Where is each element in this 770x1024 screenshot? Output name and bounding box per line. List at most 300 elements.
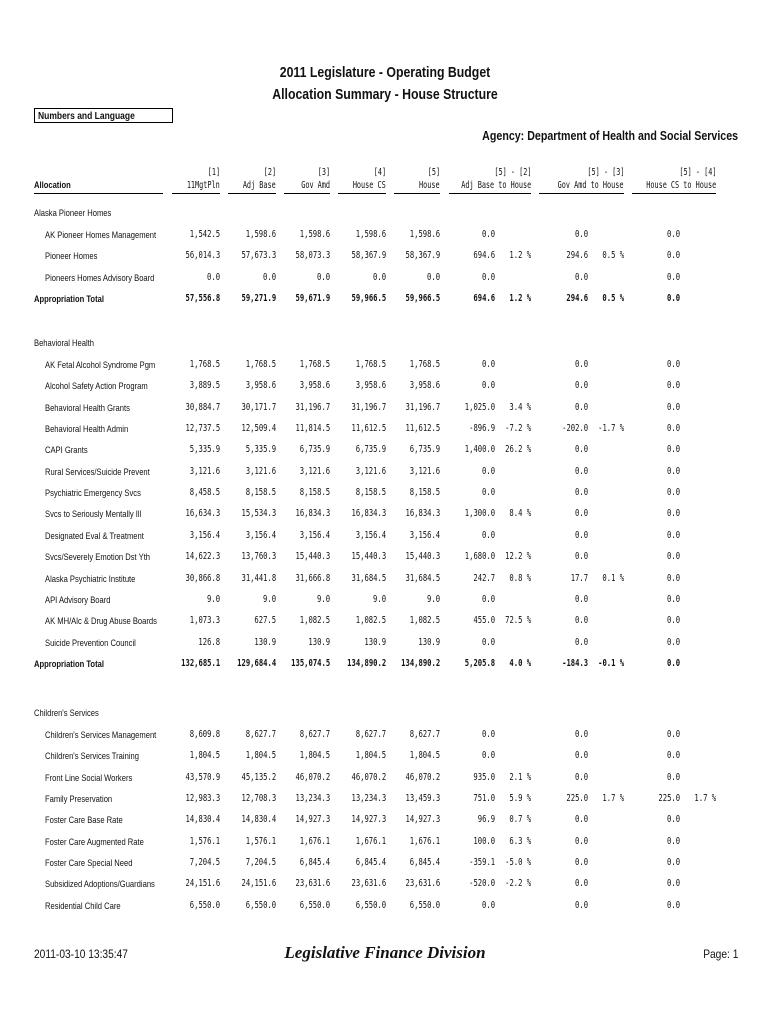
total-value-6: 694.6 (473, 293, 495, 305)
cell-value-2: 3,156.4 (245, 529, 276, 541)
cell-value-7: -2.2 % (504, 878, 531, 890)
cell-value-6: 0.0 (481, 380, 495, 392)
cell-value-2: 14,830.4 (241, 814, 276, 826)
total-value-8: 294.6 (566, 293, 588, 305)
cell-value-8: 0.0 (574, 380, 588, 392)
cell-value-4: 31,684.5 (351, 572, 386, 584)
cell-value-3: 8,158.5 (299, 487, 330, 499)
cell-value-6: 1,025.0 (464, 401, 495, 413)
cell-value-8: 0.0 (574, 750, 588, 762)
cell-value-5: 0.0 (426, 271, 440, 283)
footer-page: Page: 1 (702, 947, 738, 961)
cell-value-8: 225.0 (566, 793, 588, 805)
cell-value-5: 1,082.5 (409, 615, 440, 627)
total-value-3: 135,074.5 (290, 657, 330, 669)
section-heading: Alaska Pioneer Homes (34, 208, 112, 219)
allocation-label: Residential Child Care (45, 900, 121, 912)
allocation-label: Foster Care Special Need (45, 858, 133, 870)
cell-value-6: 0.0 (481, 359, 495, 370)
cell-value-2: 1,576.1 (245, 835, 276, 847)
cell-value-10: 0.0 (666, 814, 680, 826)
cell-value-3: 16,834.3 (295, 508, 330, 520)
total-value-7: 1.2 % (509, 293, 531, 305)
column-header-4-line2: House CS (353, 180, 386, 191)
allocation-label: Pioneers Homes Advisory Board (45, 272, 155, 284)
cell-value-1: 3,156.4 (189, 529, 220, 541)
cell-value-3: 1,598.6 (299, 229, 330, 240)
cell-value-2: 45,135.2 (241, 771, 276, 783)
cell-value-8: 0.0 (574, 636, 588, 648)
cell-value-3: 46,070.2 (295, 771, 330, 783)
cell-value-2: 3,958.6 (245, 380, 276, 392)
cell-value-6: 0.0 (481, 229, 495, 240)
cell-value-5: 13,459.3 (405, 793, 440, 805)
total-value-9: 0.5 % (602, 293, 624, 305)
cell-value-3: 3,958.6 (299, 380, 330, 392)
cell-value-10: 0.0 (666, 359, 680, 370)
cell-value-4: 1,804.5 (355, 750, 386, 762)
cell-value-10: 0.0 (666, 250, 680, 262)
allocation-label: Front Line Social Workers (45, 772, 133, 784)
cell-value-4: 16,834.3 (351, 508, 386, 520)
cell-value-6: -359.1 (468, 857, 495, 869)
column-header-6-line2: Adj Base to House (460, 180, 531, 191)
cell-value-8: -202.0 (561, 423, 588, 435)
cell-value-1: 3,121.6 (189, 465, 220, 477)
cell-value-3: 6,845.4 (299, 857, 330, 869)
cell-value-3: 1,768.5 (299, 359, 330, 370)
cell-value-6: -896.9 (468, 423, 495, 435)
cell-value-7: 1.2 % (509, 250, 531, 262)
header-underline (34, 193, 163, 194)
header-underline (394, 193, 440, 194)
cell-value-2: 130.9 (254, 636, 276, 648)
cell-value-2: 31,441.8 (241, 572, 276, 584)
cell-value-5: 31,684.5 (405, 572, 440, 584)
cell-value-8: 0.0 (574, 771, 588, 783)
cell-value-4: 58,367.9 (351, 250, 386, 262)
cell-value-5: 3,958.6 (409, 380, 440, 392)
header-underline (228, 193, 276, 194)
cell-value-8: 0.0 (574, 878, 588, 890)
cell-value-4: 1,082.5 (355, 615, 386, 627)
cell-value-5: 1,804.5 (409, 750, 440, 762)
header-underline (449, 193, 531, 194)
allocation-label: Children's Services Management (45, 730, 157, 741)
cell-value-5: 15,440.3 (405, 551, 440, 563)
cell-value-9: -1.7 % (597, 423, 624, 435)
cell-value-10: 0.0 (666, 529, 680, 541)
numbers-language-box (34, 108, 173, 123)
cell-value-4: 11,612.5 (351, 423, 386, 435)
total-value-2: 129,684.4 (236, 657, 276, 669)
cell-value-10: 0.0 (666, 878, 680, 890)
total-value-4: 59,966.5 (351, 293, 386, 305)
cell-value-2: 24,151.6 (241, 878, 276, 890)
total-value-3: 59,671.9 (295, 293, 330, 305)
total-value-1: 57,556.8 (185, 293, 220, 305)
cell-value-6: 751.0 (473, 793, 495, 805)
cell-value-9: 0.5 % (602, 250, 624, 262)
cell-value-7: 26.2 % (504, 444, 531, 456)
cell-value-10: 0.0 (666, 423, 680, 435)
cell-value-5: 3,156.4 (409, 529, 440, 541)
cell-value-10: 0.0 (666, 271, 680, 283)
box-label: Numbers and Language (38, 111, 135, 122)
report-subtitle: Allocation Summary - House Structure (272, 86, 498, 103)
cell-value-6: 0.0 (481, 529, 495, 541)
cell-value-3: 130.9 (308, 636, 330, 648)
cell-value-1: 1,804.5 (189, 750, 220, 762)
cell-value-5: 3,121.6 (409, 465, 440, 477)
cell-value-8: 0.0 (574, 444, 588, 456)
column-header-3-line2: Gov Amd (301, 180, 330, 191)
cell-value-3: 13,234.3 (295, 793, 330, 805)
cell-value-10: 0.0 (666, 615, 680, 627)
cell-value-1: 8,458.5 (189, 487, 220, 499)
cell-value-4: 0.0 (372, 271, 386, 283)
cell-value-2: 1,804.5 (245, 750, 276, 762)
cell-value-10: 0.0 (666, 593, 680, 605)
cell-value-1: 1,576.1 (189, 835, 220, 847)
cell-value-1: 9.0 (206, 593, 220, 605)
cell-value-1: 12,983.3 (185, 793, 220, 805)
cell-value-2: 3,121.6 (245, 465, 276, 477)
column-header-2-line2: Adj Base (243, 180, 276, 191)
cell-value-2: 1,768.5 (245, 359, 276, 370)
cell-value-4: 6,550.0 (355, 899, 386, 911)
cell-value-3: 31,196.7 (295, 401, 330, 413)
cell-value-5: 6,550.0 (409, 899, 440, 911)
allocation-label: Foster Care Base Rate (45, 815, 123, 827)
cell-value-7: 8.4 % (509, 508, 531, 520)
cell-value-1: 6,550.0 (189, 899, 220, 911)
column-header-5-line2: House (419, 180, 440, 191)
cell-value-5: 6,845.4 (409, 857, 440, 869)
cell-value-3: 1,082.5 (299, 615, 330, 627)
cell-value-7: -7.2 % (504, 423, 531, 435)
cell-value-1: 0.0 (206, 271, 220, 283)
header-underline (632, 193, 716, 194)
cell-value-4: 3,958.6 (355, 380, 386, 392)
cell-value-7: 72.5 % (504, 615, 531, 627)
cell-value-3: 14,927.3 (295, 814, 330, 826)
cell-value-3: 58,073.3 (295, 250, 330, 262)
allocation-label: Behavioral Health Grants (45, 402, 130, 414)
cell-value-6: 935.0 (473, 771, 495, 783)
column-header-6-line1: [5] - [2] (493, 167, 531, 178)
cell-value-5: 23,631.6 (405, 878, 440, 890)
cell-value-10: 0.0 (666, 380, 680, 392)
total-value-4: 134,890.2 (346, 657, 386, 669)
cell-value-4: 23,631.6 (351, 878, 386, 890)
appropriation-total-label: Appropriation Total (34, 294, 104, 306)
cell-value-4: 6,845.4 (355, 857, 386, 869)
total-value-6: 5,205.8 (464, 657, 495, 669)
cell-value-6: 0.0 (481, 750, 495, 762)
cell-value-6: 96.9 (477, 814, 495, 826)
cell-value-5: 9.0 (426, 593, 440, 605)
allocation-header: Allocation (34, 180, 71, 191)
cell-value-3: 1,804.5 (299, 750, 330, 762)
cell-value-4: 130.9 (364, 636, 386, 648)
allocation-label: API Advisory Board (45, 594, 111, 606)
cell-value-5: 11,612.5 (405, 423, 440, 435)
allocation-label: Designated Eval & Treatment (45, 530, 144, 542)
cell-value-10: 0.0 (666, 771, 680, 783)
cell-value-2: 627.5 (254, 615, 276, 627)
cell-value-1: 24,151.6 (185, 878, 220, 890)
cell-value-8: 0.0 (574, 814, 588, 826)
cell-value-6: 1,680.0 (464, 551, 495, 563)
cell-value-5: 6,735.9 (409, 444, 440, 456)
cell-value-6: 1,300.0 (464, 508, 495, 520)
allocation-label: AK MH/Alc & Drug Abuse Boards (45, 616, 157, 628)
cell-value-8: 0.0 (574, 835, 588, 847)
cell-value-2: 7,204.5 (245, 857, 276, 869)
total-value-10: 0.0 (666, 657, 680, 669)
section-heading: Children's Services (34, 708, 99, 719)
cell-value-4: 31,196.7 (351, 401, 386, 413)
cell-value-2: 15,534.3 (241, 508, 276, 520)
cell-value-1: 12,737.5 (185, 423, 220, 435)
cell-value-5: 1,676.1 (409, 835, 440, 847)
cell-value-3: 15,440.3 (295, 551, 330, 563)
total-value-5: 134,890.2 (400, 657, 440, 669)
cell-value-1: 30,866.8 (185, 572, 220, 584)
section-heading: Behavioral Health (34, 338, 94, 349)
cell-value-5: 130.9 (418, 636, 440, 648)
cell-value-2: 5,335.9 (245, 444, 276, 456)
column-header-1-line1: [1] (207, 167, 220, 178)
cell-value-1: 30,884.7 (185, 401, 220, 413)
cell-value-8: 294.6 (566, 250, 588, 262)
cell-value-9: 0.1 % (602, 572, 624, 584)
cell-value-10: 0.0 (666, 729, 680, 740)
cell-value-10: 0.0 (666, 636, 680, 648)
cell-value-6: 0.0 (481, 593, 495, 605)
cell-value-4: 15,440.3 (351, 551, 386, 563)
cell-value-8: 0.0 (574, 271, 588, 283)
allocation-label: Psychiatric Emergency Svcs (45, 488, 141, 500)
cell-value-7: 12.2 % (504, 551, 531, 563)
total-value-10: 0.0 (666, 293, 680, 305)
header-underline (172, 193, 220, 194)
cell-value-6: 0.0 (481, 636, 495, 648)
column-header-7-line1: [5] - [3] (586, 167, 624, 178)
cell-value-8: 0.0 (574, 593, 588, 605)
cell-value-3: 11,814.5 (295, 423, 330, 435)
cell-value-10: 0.0 (666, 465, 680, 477)
allocation-label: Svcs to Seriously Mentally Ill (45, 509, 142, 521)
cell-value-1: 14,830.4 (185, 814, 220, 826)
cell-value-3: 9.0 (316, 593, 330, 605)
column-header-7-line2: Gov Amd to House (558, 180, 624, 191)
cell-value-6: 0.0 (481, 487, 495, 499)
cell-value-1: 43,570.9 (185, 771, 220, 783)
cell-value-10: 0.0 (666, 401, 680, 413)
cell-value-4: 8,627.7 (355, 729, 386, 740)
cell-value-4: 8,158.5 (355, 487, 386, 499)
cell-value-10: 0.0 (666, 508, 680, 520)
cell-value-1: 1,073.3 (189, 615, 220, 627)
cell-value-7: 5.9 % (509, 793, 531, 805)
cell-value-1: 8,609.8 (189, 729, 220, 740)
cell-value-4: 46,070.2 (351, 771, 386, 783)
cell-value-8: 0.0 (574, 508, 588, 520)
allocation-label: Foster Care Augmented Rate (45, 836, 144, 848)
cell-value-5: 58,367.9 (405, 250, 440, 262)
allocation-label: Pioneer Homes (45, 251, 98, 263)
cell-value-7: 0.8 % (509, 572, 531, 584)
cell-value-3: 3,156.4 (299, 529, 330, 541)
total-value-1: 132,685.1 (180, 657, 220, 669)
cell-value-8: 17.7 (570, 572, 588, 584)
cell-value-2: 57,673.3 (241, 250, 276, 262)
cell-value-1: 7,204.5 (189, 857, 220, 869)
cell-value-1: 1,768.5 (189, 359, 220, 370)
cell-value-3: 1,676.1 (299, 835, 330, 847)
cell-value-8: 0.0 (574, 899, 588, 911)
cell-value-7: 3.4 % (509, 401, 531, 413)
cell-value-5: 16,834.3 (405, 508, 440, 520)
footer-timestamp: 2011-03-10 13:35:47 (34, 947, 128, 961)
cell-value-5: 8,627.7 (409, 729, 440, 740)
cell-value-4: 13,234.3 (351, 793, 386, 805)
cell-value-8: 0.0 (574, 551, 588, 563)
header-underline (338, 193, 386, 194)
cell-value-10: 0.0 (666, 750, 680, 762)
cell-value-2: 13,760.3 (241, 551, 276, 563)
cell-value-2: 12,708.3 (241, 793, 276, 805)
total-value-7: 4.0 % (509, 657, 531, 669)
cell-value-6: 100.0 (473, 835, 495, 847)
cell-value-1: 1,542.5 (189, 229, 220, 240)
cell-value-6: 0.0 (481, 899, 495, 911)
cell-value-5: 1,768.5 (409, 359, 440, 370)
cell-value-3: 6,735.9 (299, 444, 330, 456)
cell-value-10: 0.0 (666, 899, 680, 911)
cell-value-8: 0.0 (574, 857, 588, 869)
cell-value-1: 3,889.5 (189, 380, 220, 392)
cell-value-10: 0.0 (666, 857, 680, 869)
allocation-label: Behavioral Health Admin (45, 424, 129, 436)
cell-value-5: 14,927.3 (405, 814, 440, 826)
cell-value-10: 0.0 (666, 551, 680, 563)
column-header-8-line2: House CS to House (645, 180, 716, 191)
cell-value-2: 12,509.4 (241, 423, 276, 435)
cell-value-10: 0.0 (666, 229, 680, 240)
cell-value-4: 6,735.9 (355, 444, 386, 456)
cell-value-2: 8,158.5 (245, 487, 276, 499)
allocation-label: AK Fetal Alcohol Syndrome Pgm (45, 360, 156, 371)
cell-value-8: 0.0 (574, 529, 588, 541)
cell-value-6: 0.0 (481, 465, 495, 477)
column-header-1-line2: 11MgtPln (187, 180, 220, 191)
cell-value-4: 9.0 (372, 593, 386, 605)
cell-value-1: 14,622.3 (185, 551, 220, 563)
cell-value-6: 242.7 (473, 572, 495, 584)
cell-value-2: 9.0 (262, 593, 276, 605)
header-underline (284, 193, 330, 194)
cell-value-3: 6,550.0 (299, 899, 330, 911)
total-value-2: 59,271.9 (241, 293, 276, 305)
allocation-label: Alaska Psychiatric Institute (45, 573, 136, 585)
allocation-label: Alcohol Safety Action Program (45, 381, 148, 393)
cell-value-6: 455.0 (473, 615, 495, 627)
cell-value-1: 5,335.9 (189, 444, 220, 456)
cell-value-6: -520.0 (468, 878, 495, 890)
cell-value-9: 1.7 % (602, 793, 624, 805)
total-value-9: -0.1 % (597, 657, 624, 669)
cell-value-6: 694.6 (473, 250, 495, 262)
cell-value-3: 31,666.8 (295, 572, 330, 584)
cell-value-2: 8,627.7 (245, 729, 276, 740)
allocation-label: Suicide Prevention Council (45, 637, 136, 649)
cell-value-6: 0.0 (481, 271, 495, 283)
total-value-5: 59,966.5 (405, 293, 440, 305)
cell-value-7: -5.0 % (504, 857, 531, 869)
cell-value-3: 0.0 (316, 271, 330, 283)
allocation-label: Family Preservation (45, 794, 113, 806)
cell-value-5: 46,070.2 (405, 771, 440, 783)
cell-value-10: 0.0 (666, 572, 680, 584)
column-header-4-line1: [4] (373, 167, 386, 178)
cell-value-4: 1,598.6 (355, 229, 386, 240)
cell-value-10: 225.0 (658, 793, 680, 805)
column-header-2-line1: [2] (263, 167, 276, 178)
cell-value-8: 0.0 (574, 465, 588, 477)
appropriation-total-label: Appropriation Total (34, 658, 104, 670)
allocation-label: Svcs/Severely Emotion Dst Yth (45, 552, 151, 564)
cell-value-7: 6.3 % (509, 835, 531, 847)
cell-value-10: 0.0 (666, 487, 680, 499)
footer-division: Legislative Finance Division (284, 943, 486, 962)
allocation-label: Rural Services/Suicide Prevent (45, 466, 150, 478)
cell-value-11: 1.7 % (694, 793, 716, 805)
cell-value-3: 3,121.6 (299, 465, 330, 477)
allocation-label: Children's Services Training (45, 751, 139, 763)
cell-value-2: 30,171.7 (241, 401, 276, 413)
total-value-8: -184.3 (561, 657, 588, 669)
cell-value-1: 16,634.3 (185, 508, 220, 520)
cell-value-2: 1,598.6 (245, 229, 276, 240)
cell-value-8: 0.0 (574, 359, 588, 370)
agency-label: Agency: Department of Health and Social Services (482, 128, 738, 143)
cell-value-2: 6,550.0 (245, 899, 276, 911)
cell-value-7: 2.1 % (509, 771, 531, 783)
allocation-label: AK Pioneer Homes Management (45, 230, 157, 241)
cell-value-3: 23,631.6 (295, 878, 330, 890)
cell-value-4: 3,156.4 (355, 529, 386, 541)
allocation-label: Subsidized Adoptions/Guardians (45, 879, 155, 891)
cell-value-8: 0.0 (574, 615, 588, 627)
cell-value-1: 56,014.3 (185, 250, 220, 262)
cell-value-8: 0.0 (574, 487, 588, 499)
cell-value-4: 1,768.5 (355, 359, 386, 370)
allocation-label: CAPI Grants (45, 445, 88, 457)
column-header-8-line1: [5] - [4] (678, 167, 716, 178)
cell-value-1: 126.8 (198, 636, 220, 648)
cell-value-6: 0.0 (481, 729, 495, 740)
cell-value-6: 1,400.0 (464, 444, 495, 456)
cell-value-8: 0.0 (574, 229, 588, 240)
cell-value-4: 14,927.3 (351, 814, 386, 826)
column-header-3-line1: [3] (317, 167, 330, 178)
cell-value-8: 0.0 (574, 401, 588, 413)
report-title: 2011 Legislature - Operating Budget (279, 64, 491, 81)
cell-value-8: 0.0 (574, 729, 588, 740)
